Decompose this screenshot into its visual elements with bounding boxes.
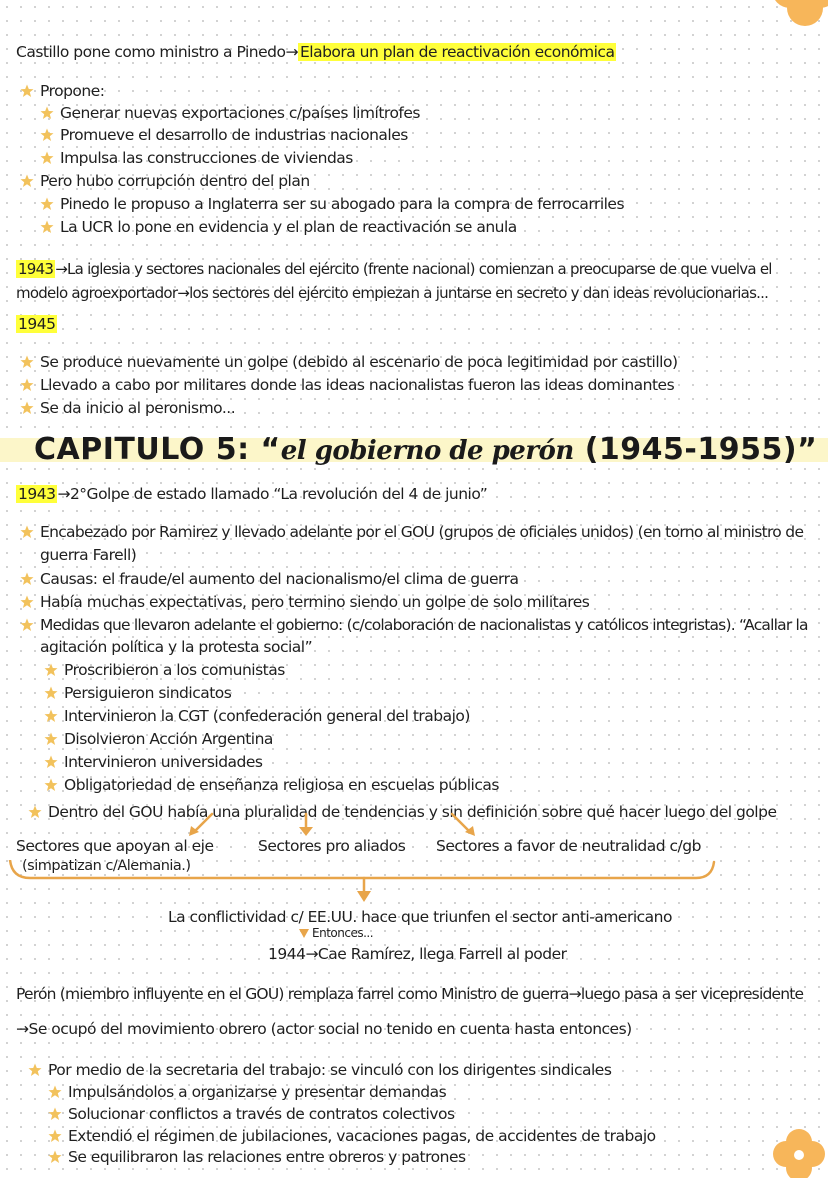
quote-mark: “ [260, 432, 281, 467]
bullet-text: Encabezado por Ramirez y llevado adelante por el GOU (grupos de oficiales unidos) (en torno al ministro de [40, 523, 804, 541]
star-bullet-icon [40, 106, 54, 120]
note-line [40, 637, 312, 657]
star-bullet-icon [44, 755, 58, 769]
bullet-text: Había muchas expectativas, pero termino siendo un golpe de solo militares [40, 593, 590, 611]
bracket-connector-icon [6, 860, 726, 910]
note-text: modelo agroexportador→los sectores del ejército empiezan a juntarse en secreto y dan ideas revolucionarias... [16, 284, 769, 302]
bullet-item [20, 398, 235, 418]
highlighted-year: 1943 [18, 260, 54, 278]
bullet-item [20, 171, 310, 191]
bullet-text: Impulsa las construcciones de viviendas [60, 149, 353, 167]
bullet-text: Intervinieron la CGT (confederación general del trabajo) [64, 707, 470, 725]
bullet-text: Propone: [40, 82, 105, 100]
bullet-text: La UCR lo pone en evidencia y el plan de reactivación se anula [60, 218, 517, 236]
bullet-item [44, 752, 263, 772]
star-bullet-icon [40, 197, 54, 211]
bullet-text-continuation: guerra Farell) [40, 546, 137, 564]
bullet-item [28, 802, 776, 822]
bullet-item [44, 660, 285, 680]
sector-label [258, 836, 405, 856]
chapter-subtitle: el gobierno de perón [280, 436, 574, 466]
star-bullet-icon [20, 525, 34, 539]
bullet-item [40, 148, 353, 168]
note-line [16, 484, 487, 504]
note-text: Perón (miembro influyente en el GOU) remplaza farrel como Ministro de guerra→luego pasa a ser vicepresidente [16, 985, 804, 1003]
note-text: Castillo pone como ministro a Pinedo→ [16, 43, 298, 61]
highlighted-year: 1943 [18, 485, 56, 503]
bullet-text: Causas: el fraude/el aumento del nacionalismo/el clima de guerra [40, 570, 519, 588]
arrow-down-left-icon [186, 812, 216, 838]
sector-text: Sectores pro aliados [258, 837, 406, 855]
note-line [16, 1019, 632, 1039]
bullet-text: Se equilibraron las relaciones entre obreros y patrones [68, 1148, 466, 1166]
note-line [16, 984, 803, 1004]
bullet-text: Dentro del GOU había una pluralidad de tendencias y sin definición sobre qué hacer luego del golpe [48, 803, 777, 821]
star-bullet-icon [20, 174, 34, 188]
bullet-item [40, 103, 420, 123]
star-bullet-icon [48, 1085, 62, 1099]
bullet-item [44, 706, 470, 726]
bullet-text: Disolvieron Acción Argentina [64, 730, 273, 748]
star-bullet-icon [20, 401, 34, 415]
bullet-text: Extendió el régimen de jubilaciones, vacaciones pagas, de accidentes de trabajo [68, 1127, 656, 1145]
bullet-text: Por medio de la secretaria del trabajo: se vinculó con los dirigentes sindicales [48, 1061, 612, 1079]
star-bullet-icon [44, 663, 58, 677]
bullet-item [28, 1060, 611, 1080]
star-bullet-icon [44, 709, 58, 723]
sector-label [16, 836, 214, 856]
bullet-text: Promueve el desarrollo de industrias nacionales [60, 126, 408, 144]
bullet-item [20, 81, 105, 101]
star-bullet-icon [28, 1063, 42, 1077]
note-text: →La iglesia y sectores nacionales del ejército (frente nacional) comienzan a preocuparse de que vuelva el [55, 260, 772, 278]
bullet-item [48, 1104, 455, 1124]
arrow-down-small-icon [298, 927, 310, 939]
note-line [268, 944, 567, 964]
bullet-text: Proscribieron a los comunistas [64, 661, 285, 679]
bullet-text: Llevado a cabo por militares donde las ideas nacionalistas fueron las ideas dominantes [40, 376, 675, 394]
sector-text: Sectores que apoyan al eje [16, 837, 214, 855]
bullet-text: Pero hubo corrupción dentro del plan [40, 172, 310, 190]
bullet-text: Medidas que llevaron adelante el gobierno: (c/colaboración de nacionalistas y católicos integristas). “Acallar la [40, 616, 808, 634]
bullet-item [20, 352, 678, 372]
star-bullet-icon [20, 355, 34, 369]
bullet-text: Generar nuevas exportaciones c/países limítrofes [60, 104, 420, 122]
bullet-text: Persiguieron sindicatos [64, 684, 232, 702]
flower-decoration-bottom-icon [764, 1128, 828, 1178]
highlighted-text: Elabora un plan de reactivación económica [299, 43, 615, 61]
star-bullet-icon [20, 84, 34, 98]
star-bullet-icon [28, 805, 42, 819]
note-line [312, 925, 373, 941]
note-line [40, 545, 136, 565]
bullet-item [44, 775, 499, 795]
bullet-item [20, 615, 808, 635]
bullet-item [20, 592, 589, 612]
star-bullet-icon [44, 686, 58, 700]
star-bullet-icon [48, 1129, 62, 1143]
bullet-text: Solucionar conflictos a través de contratos colectivos [68, 1105, 455, 1123]
sector-text: Sectores a favor de neutralidad c/gb [436, 837, 701, 855]
note-text: Entonces... [312, 926, 374, 940]
bullet-item [40, 194, 624, 214]
bullet-item [20, 522, 803, 542]
note-line [16, 259, 772, 279]
star-bullet-icon [20, 595, 34, 609]
note-text: 1944→Cae Ramírez, llega Farrell al poder [268, 945, 567, 963]
bullet-item [44, 729, 273, 749]
note-line [16, 283, 768, 303]
chapter-years: (1945-1955) [573, 432, 798, 467]
bullet-text: Se produce nuevamente un golpe (debido al escenario de poca legitimidad por castillo) [40, 353, 678, 371]
star-bullet-icon [44, 732, 58, 746]
bullet-text: Obligatoriedad de enseñanza religiosa en escuelas públicas [64, 776, 499, 794]
bullet-item [20, 569, 518, 589]
star-bullet-icon [40, 128, 54, 142]
bullet-text: Impulsándolos a organizarse y presentar demandas [68, 1083, 447, 1101]
bullet-item [48, 1147, 466, 1167]
sector-label [436, 836, 701, 856]
bullet-item [48, 1126, 656, 1146]
note-line [16, 42, 616, 62]
bullet-text: Se da inicio al peronismo... [40, 399, 236, 417]
note-text: La conflictividad c/ EE.UU. hace que triunfen el sector anti-americano [168, 908, 672, 926]
star-bullet-icon [20, 618, 34, 632]
chapter-title-text [34, 432, 817, 469]
arrow-down-icon [296, 812, 316, 838]
flower-decoration-top-icon [760, 0, 828, 30]
quote-mark: ” [797, 432, 818, 467]
arrow-down-right-icon [448, 812, 478, 838]
note-line [168, 907, 672, 927]
star-bullet-icon [48, 1150, 62, 1164]
highlighted-year: 1945 [18, 315, 56, 333]
star-bullet-icon [20, 378, 34, 392]
bullet-item [40, 217, 517, 237]
bullet-text: Intervinieron universidades [64, 753, 263, 771]
bullet-item [20, 375, 674, 395]
sector-note-text: (simpatizan c/Alemania.) [22, 858, 191, 874]
star-bullet-icon [40, 220, 54, 234]
star-bullet-icon [44, 778, 58, 792]
chapter-title [0, 432, 828, 468]
bullet-item [44, 683, 231, 703]
star-bullet-icon [40, 151, 54, 165]
note-text: →2°Golpe de estado llamado “La revolución del 4 de junio” [57, 485, 488, 503]
note-line [16, 314, 57, 334]
bullet-item [40, 125, 408, 145]
star-bullet-icon [20, 572, 34, 586]
star-bullet-icon [48, 1107, 62, 1121]
chapter-label: CAPITULO 5: [34, 432, 261, 467]
note-text: →Se ocupó del movimiento obrero (actor social no tenido en cuenta hasta entonces) [16, 1020, 632, 1038]
bullet-text: Pinedo le propuso a Inglaterra ser su abogado para la compra de ferrocarriles [60, 195, 625, 213]
bullet-item [48, 1082, 446, 1102]
bullet-text-continuation: agitación política y la protesta social” [40, 638, 313, 656]
